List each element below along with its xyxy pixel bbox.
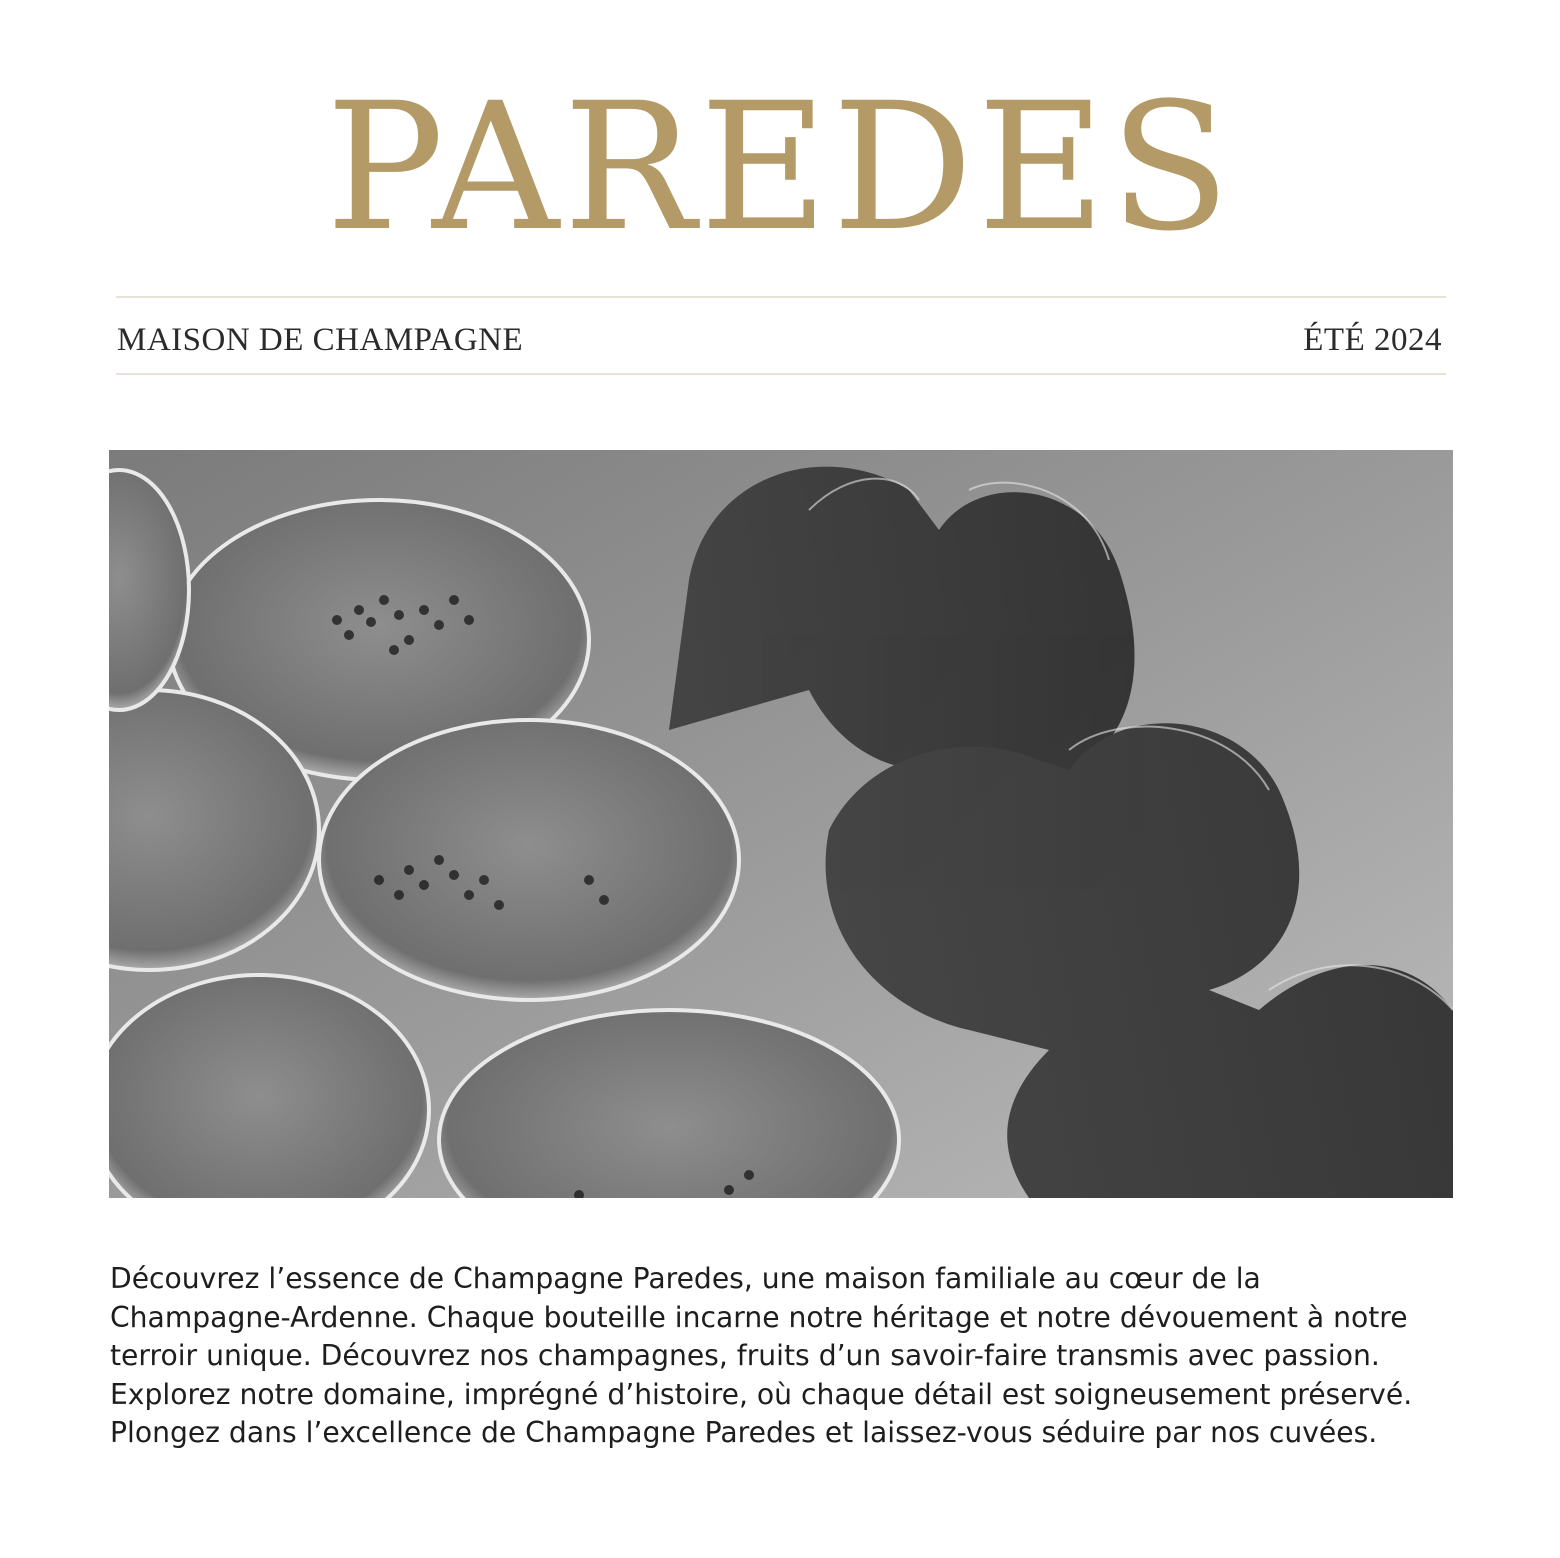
edition-label: ÉTÉ 2024 [1303,322,1442,358]
hero-photo-champagne-coupes [109,450,1453,1198]
intro-paragraph: Découvrez l’essence de Champagne Paredes, une maison familiale au cœur de la Champagne-Ardenne. Chaque bouteille incarne notre héritage et notre dévouement à notre terroir unique. Découvrez nos champagnes, fruits d’un savoir-faire transmis avec passion. Explorez notre domaine, imprégné d’histoire, où chaque détail est soigneusement préservé. Plongez dans l’excellence de Champagne Paredes et laissez-vous séduire par nos cuvées. [110,1262,1413,1449]
brand-wordmark: PAREDES [325,65,1235,270]
top-divider [116,296,1446,298]
bottom-divider [116,373,1446,375]
house-subtitle: MAISON DE CHAMPAGNE [117,322,524,358]
